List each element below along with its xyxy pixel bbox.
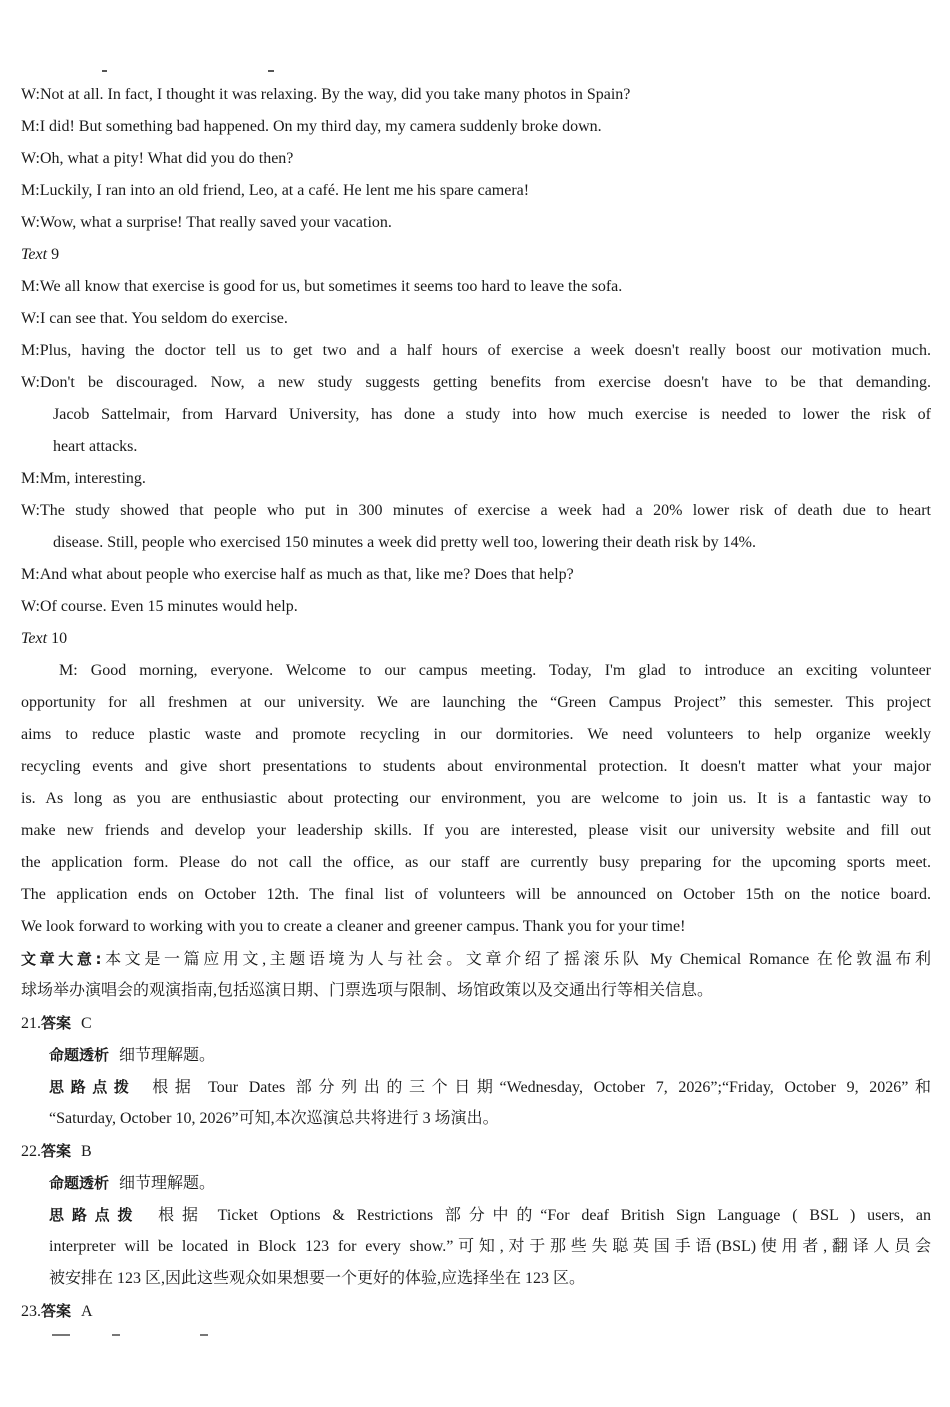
question-number: 23. — [21, 1303, 41, 1320]
section-label-number: 9 — [51, 246, 60, 263]
passage-line: aims to reduce plastic waste and promote recycling in our dormitories. We need volunteers to help organize weekly — [21, 726, 931, 743]
hint-label: 思路点拨 — [49, 1078, 136, 1096]
utterance: We all know that exercise is good for us, but sometimes it seems too hard to leave the sofa. — [39, 278, 623, 295]
dialogue-continuation: heart attacks. — [53, 438, 138, 455]
cropped-text-remnant — [268, 70, 274, 72]
passage-line: The application ends on October 12th. The final list of volunteers will be announced on October 15th on the notice board. — [21, 886, 931, 903]
answer-line — [21, 1295, 931, 1327]
dialogue-line: W:The study showed that people who put in 300 minutes of exercise a week had a 20% lower risk of death due to heart — [21, 502, 931, 519]
speaker: M — [21, 278, 36, 295]
speaker: W — [21, 598, 36, 615]
utterance: The study showed that people who put in 300 minutes of exercise a week had a 20% lower risk of death due to heart — [39, 502, 931, 519]
speaker: M — [21, 182, 36, 199]
summary-label: 文章大意: — [21, 950, 102, 968]
passage-line: M: Good morning, everyone. Welcome to our campus meeting. Today, I'm glad to introduce an exciting volunteer — [59, 662, 931, 679]
summary-line: 球场举办演唱会的观演指南,包括巡演日期、门票选项与限制、场馆政策以及交通出行等相关信息。 — [21, 982, 714, 999]
analysis-text: 细节理解题。 — [119, 1175, 216, 1192]
cropped-text-remnant — [200, 1334, 208, 1336]
question-number: 21. — [21, 1015, 41, 1032]
hint-line — [49, 1071, 931, 1103]
dialogue-line: M:Luckily, I ran into an old friend, Leo, at a café. He lent me his spare camera! — [21, 182, 530, 199]
passage-line: opportunity for all freshmen at our university. We are launching the “Green Campus Project” this semester. This project — [21, 694, 931, 711]
analysis-text: 细节理解题。 — [119, 1047, 216, 1064]
section-label — [21, 623, 931, 655]
cropped-text-remnant — [112, 1334, 120, 1336]
passage-line: recycling events and give short presentations to students about environmental protection. It doesn't matter what your major — [21, 758, 931, 775]
passage-line: We look forward to working with you to create a cleaner and greener campus. Thank you for your time! — [21, 918, 686, 935]
utterance: Not at all. In fact, I thought it was relaxing. By the way, did you take many photos in Spain? — [39, 86, 631, 103]
utterance: I did! But something bad happened. On my third day, my camera suddenly broke down. — [39, 118, 602, 135]
dialogue-continuation: Jacob Sattelmair, from Harvard University, has done a study into how much exercise is needed to lower the risk of — [53, 406, 931, 423]
speaker: W — [21, 86, 36, 103]
hint-line: “Saturday, October 10, 2026”可知,本次巡演总共将进行 3 场演出。 — [49, 1110, 499, 1127]
hint-line: 被安排在 123 区,因此这些观众如果想要一个更好的体验,应选择坐在 123 区。 — [49, 1270, 586, 1287]
dialogue-line: W:Don't be discouraged. Now, a new study suggests getting benefits from exercise doesn't have to be that demanding. — [21, 374, 931, 391]
passage-line: make new friends and develop your leadership skills. If you are interested, please visit our university website and fill out — [21, 822, 931, 839]
utterance: Of course. Even 15 minutes would help. — [39, 598, 298, 615]
analysis-label: 命题透析 — [49, 1046, 110, 1064]
dialogue-line: M:I did! But something bad happened. On my third day, my camera suddenly broke down. — [21, 118, 602, 135]
utterance: Plus, having the doctor tell us to get two and a half hours of exercise a week doesn't really boost our motivation much. — [39, 342, 931, 359]
utterance: I can see that. You seldom do exercise. — [39, 310, 288, 327]
answer-label: 答案 — [41, 1302, 72, 1320]
dialogue-line: M:And what about people who exercise half as much as that, like me? Does that help? — [21, 566, 574, 583]
question-number: 22. — [21, 1143, 41, 1160]
section-label-word: Text — [21, 246, 48, 263]
cropped-text-remnant — [52, 1334, 70, 1336]
speaker: M — [21, 342, 36, 359]
utterance: And what about people who exercise half as much as that, like me? Does that help? — [39, 566, 574, 583]
dialogue-line: W:I can see that. You seldom do exercise. — [21, 310, 288, 327]
dialogue-line: M:We all know that exercise is good for us, but sometimes it seems too hard to leave the sofa. — [21, 278, 623, 295]
passage-line: the application form. Please do not call the office, as our staff are currently busy preparing for the upcoming sports meet. — [21, 854, 931, 871]
hint-line: interpreter will be located in Block 123 for every show.”可知,对于那些失聪英国手语(BSL)使用者,翻译人员会 — [49, 1238, 931, 1255]
hint-label: 思路点拨 — [49, 1206, 141, 1224]
section-label-word: Text — [21, 630, 48, 647]
dialogue-line: W:Oh, what a pity! What did you do then? — [21, 150, 294, 167]
speaker: W — [21, 214, 36, 231]
answer-value: A — [81, 1303, 93, 1320]
analysis-label: 命题透析 — [49, 1174, 110, 1192]
hint-text: 根据 Ticket Options & Restrictions 部分中的“For deaf British Sign Language ( BSL ) users, an — [150, 1207, 931, 1224]
speaker: M — [21, 118, 36, 135]
hint-line — [49, 1199, 931, 1231]
answer-line — [21, 1135, 931, 1167]
utterance: Wow, what a surprise! That really saved your vacation. — [39, 214, 392, 231]
speaker: W — [21, 150, 36, 167]
utterance: Luckily, I ran into an old friend, Leo, at a café. He lent me his spare camera! — [39, 182, 530, 199]
answer-value: B — [81, 1143, 92, 1160]
dialogue-line: M:Mm, interesting. — [21, 470, 146, 487]
section-label-number: 10 — [51, 630, 68, 647]
dialogue-line: W:Of course. Even 15 minutes would help. — [21, 598, 298, 615]
dialogue-continuation: disease. Still, people who exercised 150 minutes a week did pretty well too, lowering their death risk by 14%. — [53, 534, 756, 551]
dialogue-line: M:Plus, having the doctor tell us to get two and a half hours of exercise a week doesn't really boost our motivation much. — [21, 342, 931, 359]
speaker: M — [21, 566, 36, 583]
speaker: W — [21, 502, 36, 519]
utterance: Oh, what a pity! What did you do then? — [39, 150, 294, 167]
passage-line: is. As long as you are enthusiastic about protecting our environment, you are welcome to join us. It is a fantastic way to — [21, 790, 931, 807]
utterance: Don't be discouraged. Now, a new study suggests getting benefits from exercise doesn't have to be that demanding. — [39, 374, 931, 391]
answer-label: 答案 — [41, 1142, 72, 1160]
analysis-line — [49, 1167, 931, 1199]
dialogue-line: W:Not at all. In fact, I thought it was relaxing. By the way, did you take many photos in Spain? — [21, 86, 631, 103]
speaker: W — [21, 310, 36, 327]
answer-label: 答案 — [41, 1014, 72, 1032]
speaker: M — [21, 470, 36, 487]
section-label — [21, 239, 931, 271]
answer-line — [21, 1007, 931, 1039]
hint-text: 根据 Tour Dates 部分列出的三个日期“Wednesday, October 7, 2026”;“Friday, October 9, 2026”和 — [145, 1079, 931, 1096]
speaker: W — [21, 374, 36, 391]
cropped-text-remnant — [102, 70, 107, 72]
analysis-line — [49, 1039, 931, 1071]
summary-text: 本文是一篇应用文,主题语境为人与社会。文章介绍了摇滚乐队 My Chemical Romance 在伦敦温布利 — [101, 951, 931, 968]
utterance: Mm, interesting. — [39, 470, 146, 487]
dialogue-line: W:Wow, what a surprise! That really saved your vacation. — [21, 214, 392, 231]
summary-line — [21, 943, 931, 975]
answer-value: C — [81, 1015, 92, 1032]
